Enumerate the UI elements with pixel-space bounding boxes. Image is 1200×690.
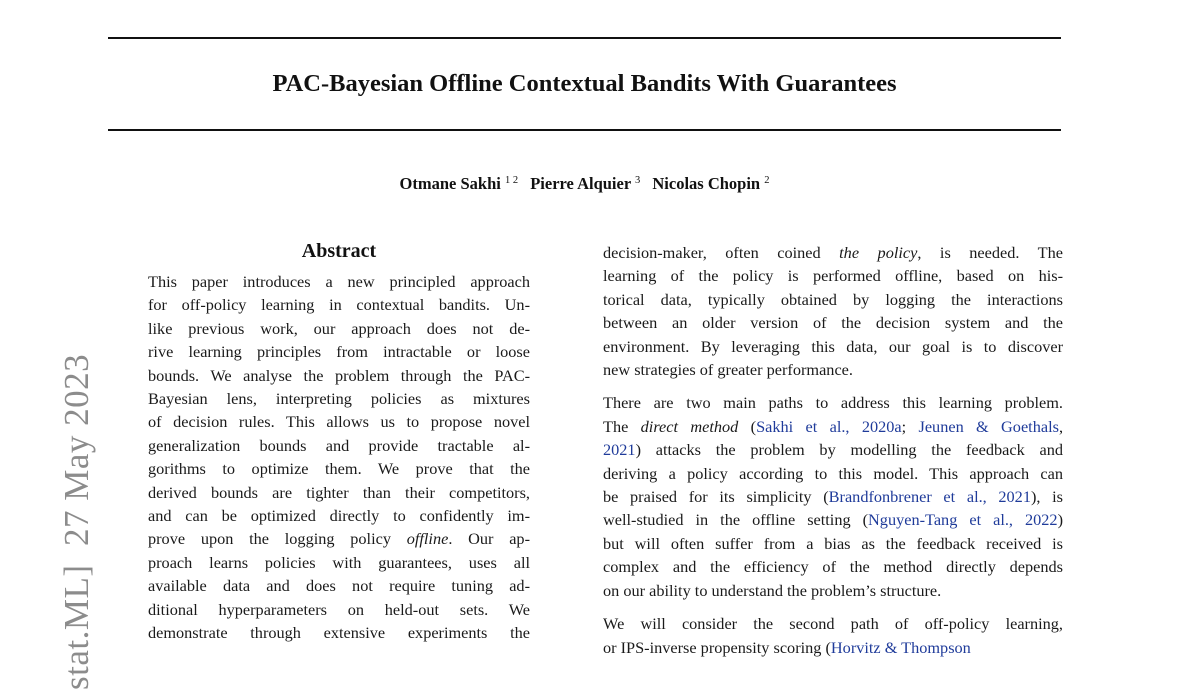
abstract-line: of decision rules. This allows us to propose novel [148, 412, 530, 432]
abstract-line: available data and does not require tuning ad- [148, 576, 530, 596]
citation-link[interactable]: 2021 [603, 440, 636, 460]
text-line: complex and the efficiency of the method directly depends [603, 557, 1063, 577]
abstract-line: proach learns policies with guarantees, uses all [148, 552, 530, 572]
text-span: well-studied in the offline setting ( [603, 510, 869, 530]
text-line: deriving a policy according to this model. This approach can [603, 463, 1063, 483]
abstract-line: bounds. We analyse the problem through the PAC- [148, 365, 530, 385]
text-span: ( [738, 416, 757, 436]
abstract-line: and can be optimized directly to confidently im- [148, 506, 530, 526]
author-affiliation: 1 2 [504, 175, 519, 186]
text-line: between an older version of the decision system and the [603, 313, 1063, 333]
text-line [603, 485, 1063, 508]
abstract-line: generalization bounds and provide tractable al- [148, 435, 530, 455]
abstract-line: Bayesian lens, interpreting policies as mixtures [148, 389, 530, 409]
text-span: ; [901, 416, 919, 436]
intro-paragraph-2 [603, 391, 1063, 602]
citation-link[interactable]: Nguyen-Tang et al., 2022 [868, 510, 1058, 530]
text-line: learning of the policy is performed offline, based on his- [603, 266, 1063, 286]
abstract-heading: Abstract [301, 240, 377, 262]
right-column [603, 241, 1063, 669]
citation-link[interactable]: Jeunen & Goethals [918, 416, 1059, 436]
text-span: decision-maker, often coined [603, 243, 840, 262]
text-span: , [1058, 416, 1064, 436]
text-line [603, 636, 1063, 659]
text-span: verse propensity scoring ( [662, 637, 831, 657]
author-name: Otmane Sakhi [399, 174, 501, 193]
text-line: There are two main paths to address this learning problem. [603, 393, 1063, 413]
abstract-line: ditional hyperparameters on held-out sets. We [148, 599, 530, 619]
text-span: ) attacks the problem by modelling the feedback and [635, 440, 1063, 460]
author [400, 174, 519, 193]
title-rule-top [108, 37, 1061, 39]
emphasis-text: the policy [839, 243, 918, 262]
abstract-line: derived bounds are tighter than their competitors, [148, 482, 530, 502]
text-span: The [603, 416, 641, 436]
arxiv-watermark-container [24, 0, 96, 690]
author-name: Pierre Alquier [530, 174, 631, 193]
abstract-line: gorithms to optimize them. We prove that the [148, 459, 530, 479]
emphasis-text: offline [406, 529, 449, 549]
text-span: or IPS-in [603, 637, 663, 657]
left-column [148, 238, 530, 655]
citation-link[interactable]: Horvitz & Thompson [830, 637, 971, 657]
intro-paragraph-3 [603, 612, 1063, 659]
text-line [603, 415, 1063, 438]
text-line: new strategies of greater performance. [603, 360, 853, 380]
author [652, 174, 769, 193]
intro-paragraph-1 [603, 241, 1063, 381]
paper-title: PAC-Bayesian Offline Contextual Bandits With Guarantees [272, 70, 897, 97]
text-span: ), is [1030, 487, 1063, 507]
abstract-line: rive learning principles from intractable or loose [148, 342, 530, 362]
author-affiliation: 2 [764, 175, 770, 186]
arxiv-watermark: stat.ML] 27 May 2023 [57, 353, 96, 690]
author [530, 174, 640, 193]
text-span: , is needed. The [917, 243, 1063, 262]
author-list [108, 173, 1061, 195]
text-line: We will consider the second path of off-policy learning, [603, 614, 1063, 634]
text-span: prove upon the logging policy [148, 529, 407, 549]
text-line: environment. By leveraging this data, our goal is to discover [603, 336, 1063, 356]
citation-link[interactable]: Brandfonbrener et al., 2021 [828, 487, 1031, 507]
abstract-line: This paper introduces a new principled approach [148, 272, 530, 291]
text-span: be praised for its simplicity ( [603, 487, 829, 507]
text-line [603, 241, 1063, 264]
author-affiliation: 3 [635, 175, 641, 186]
abstract-line: like previous work, our approach does not de- [148, 318, 530, 338]
abstract-line [148, 527, 530, 550]
text-line: on our ability to understand the problem’s structure. [603, 580, 942, 600]
text-span: . Our ap- [448, 529, 530, 549]
text-span: ) [1057, 510, 1063, 530]
emphasis-text: direct method [640, 416, 739, 436]
abstract-line: demonstrate through extensive experiments the [148, 623, 530, 643]
citation-link[interactable]: Sakhi et al., 2020a [756, 416, 902, 436]
text-line [603, 438, 1063, 461]
text-line: torical data, typically obtained by logging the interactions [603, 289, 1063, 309]
author-name: Nicolas Chopin [652, 174, 761, 193]
text-line [603, 508, 1063, 531]
title-rule-bottom [108, 129, 1061, 131]
abstract-body [148, 270, 530, 645]
text-line: but will often suffer from a bias as the feedback received is [603, 533, 1063, 553]
abstract-line: for off-policy learning in contextual bandits. Un- [148, 295, 530, 315]
